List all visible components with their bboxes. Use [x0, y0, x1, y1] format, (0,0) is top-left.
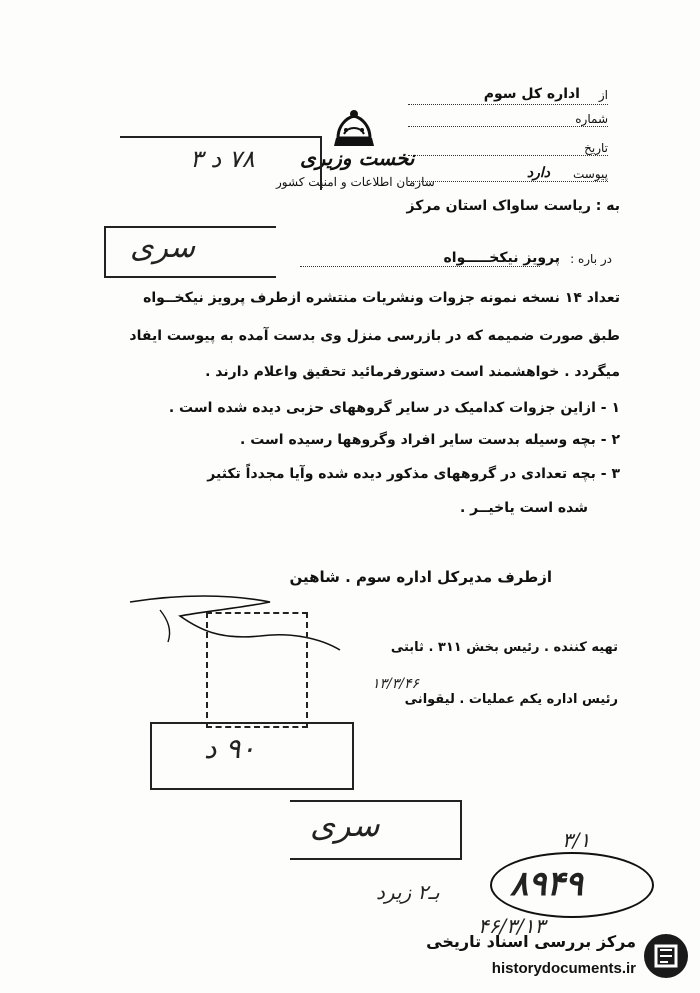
body-line-2: طبق صورت ضمیمه که در بازرسی منزل وی بدست آمده به پیوست ایفاد	[129, 328, 620, 344]
subject-value: پرویز نیکخـــــواه	[443, 250, 560, 266]
watermark-title: مرکز بررسی اسناد تاریخی	[426, 932, 636, 951]
body-item-2: ۲ - بچه وسیله بدست سایر افراد وگروهها رسیده است .	[240, 432, 620, 448]
received-stamp	[206, 612, 308, 728]
secret-stamp-bottom-text: سری	[310, 806, 380, 844]
handwritten-date: ۴۶/۳/۱۳	[478, 914, 546, 938]
attachment-value: دارد	[526, 165, 550, 181]
date-dotted-line	[408, 155, 608, 156]
prepared-by-line: تهیه کننده . رئیس بخش ۳۱۱ . ثابتی	[390, 640, 618, 655]
from-value: اداره کل سوم	[483, 86, 580, 102]
department-head-line: رئیس اداره یکم عملیات . لیقوانی	[404, 692, 618, 707]
signature-line: ازطرف مدیرکل اداره سوم . شاهین	[289, 568, 552, 586]
ministry-title: نخست وزیری	[300, 146, 415, 170]
received-stamp-date: ۱۳/۳/۴۶	[372, 676, 420, 692]
body-item-1: ۱ - ازاین جزوات کدامیک در سایر گروههای حزبی دیده شده است .	[168, 400, 620, 416]
number-dotted-line	[408, 126, 608, 127]
handwritten-note: بـ۲ زیرد	[376, 880, 440, 904]
archive-number: ۸۹۴۹	[510, 864, 584, 904]
watermark-website[interactable]: historydocuments.ir	[491, 960, 636, 977]
subject-dotted-line	[300, 266, 540, 267]
number-label: شماره	[575, 112, 608, 126]
organization-title: سازمان اطلاعات و امنیت کشور	[276, 175, 435, 189]
body-line-3: میگردد . خواهشمند است دستورفرمائید تحقیق واعلام دارند .	[205, 364, 620, 380]
recipient-line: به : ریاست ساواک استان مرکز	[406, 198, 620, 214]
registry-stamp-handwriting: ۷۸ د ۳	[190, 145, 255, 173]
archive-logo-icon	[642, 932, 690, 980]
reference-stamp-text: ۹۰ د	[204, 732, 256, 765]
from-label: از	[598, 88, 608, 102]
subject-label: در باره :	[570, 252, 612, 266]
body-item-3: ۳ - بچه تعدادی در گروههای مذکور دیده شده وآیا مجدداً تکثیر	[207, 466, 620, 482]
body-item-3-cont: شده است یاخیــر .	[459, 500, 588, 516]
date-label: تاریخ	[584, 141, 608, 155]
watermark	[400, 928, 692, 990]
secret-stamp-top-text: سری	[130, 230, 196, 265]
body-line-1: تعداد ۱۴ نسخه نمونه جزوات ونشریات منتشره ازطرف پرویز نیکخــواه	[143, 290, 620, 306]
archive-fraction: ۳/۱	[562, 828, 591, 852]
from-dotted-line	[408, 104, 608, 105]
attachment-dotted-line	[408, 181, 608, 182]
attachment-label: پیوست	[573, 167, 608, 181]
